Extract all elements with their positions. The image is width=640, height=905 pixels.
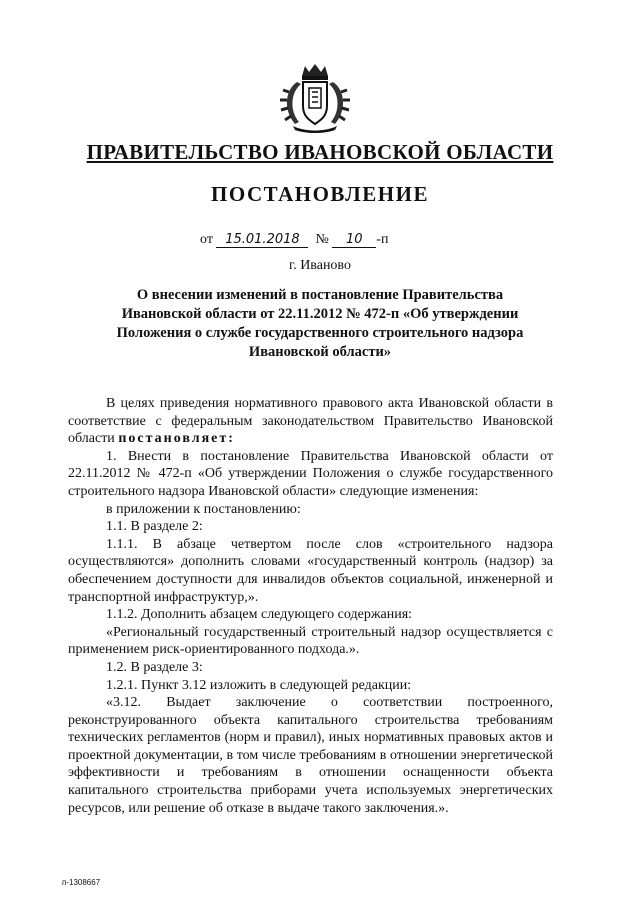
paragraph-preamble [68, 395, 553, 448]
resolves-word: постановляет: [118, 431, 235, 447]
paragraph-1-2-1: 1.2.1. Пункт 3.12 изложить в следующей редакции: [106, 677, 412, 693]
paragraph-quote-regional: «Региональный государственный строительный надзор осуществляется с применением риск-ориентированного подхода.». [68, 624, 553, 658]
paragraph-1-1-2: 1.1.2. Дополнить абзацем следующего содержания: [106, 607, 413, 623]
number-value: 10 [332, 232, 376, 248]
date-value: 15.01.2018 [216, 232, 308, 248]
date-number-line [200, 232, 388, 248]
paragraph-3-12: «3.12. Выдает заключение о соответствии построенного, реконструированного объекта капитального строительства требованиям технических регламентов (норм и правил), иных нормативных правовых актов и проектной документации, в том числе требованиям в отношении энергетической эффективности и требованиям в отношении оснащенности объекта капитального строительства приборами учета используемых энергетических ресурсов, или решение об отказе в выдаче такого заключения.». [68, 695, 553, 816]
city: г. Иваново [289, 258, 351, 273]
paragraph-1-1-1: 1.1.1. В абзаце четвертом после слов «строительного надзора осуществляются» дополнить словами «государственный контроль (надзор) за обеспечением доступности для инвалидов объектов социальной, инженерной и транспортной инфраструктур,». [68, 536, 553, 605]
document-title: О внесении изменений в постановление Правительства Ивановской области от 22.11.2012 № 472-п «Об утверждении Положения о службе государственного строительного надзора Ивановской области» [116, 287, 524, 360]
paragraph-1-2: 1.2. В разделе 3: [106, 659, 203, 675]
preamble-text: В целях приведения нормативного правового акта Ивановской области в соответствие с федеральным законодательством Правительство Ивановской области [68, 396, 553, 447]
coat-of-arms-icon [275, 62, 355, 134]
government-name: ПРАВИТЕЛЬСТВО ИВАНОВСКОЙ ОБЛАСТИ [86, 140, 554, 164]
number-suffix: -п [376, 232, 389, 247]
paragraph-appendix: в приложении к постановлению: [106, 501, 301, 517]
paragraph-1-1: 1.1. В разделе 2: [106, 519, 203, 535]
document-code: п-1308667 [62, 878, 101, 887]
date-prefix: от [200, 232, 213, 247]
number-prefix: № [315, 232, 329, 247]
paragraph-1: 1. Внести в постановление Правительства Ивановской области от 22.11.2012 № 472-п «Об утверждении Положения о службе государственного строительного надзора Ивановской области» следующие изменения: [68, 448, 553, 499]
document-body [68, 395, 553, 817]
document-type: ПОСТАНОВЛЕНИЕ [211, 182, 429, 206]
